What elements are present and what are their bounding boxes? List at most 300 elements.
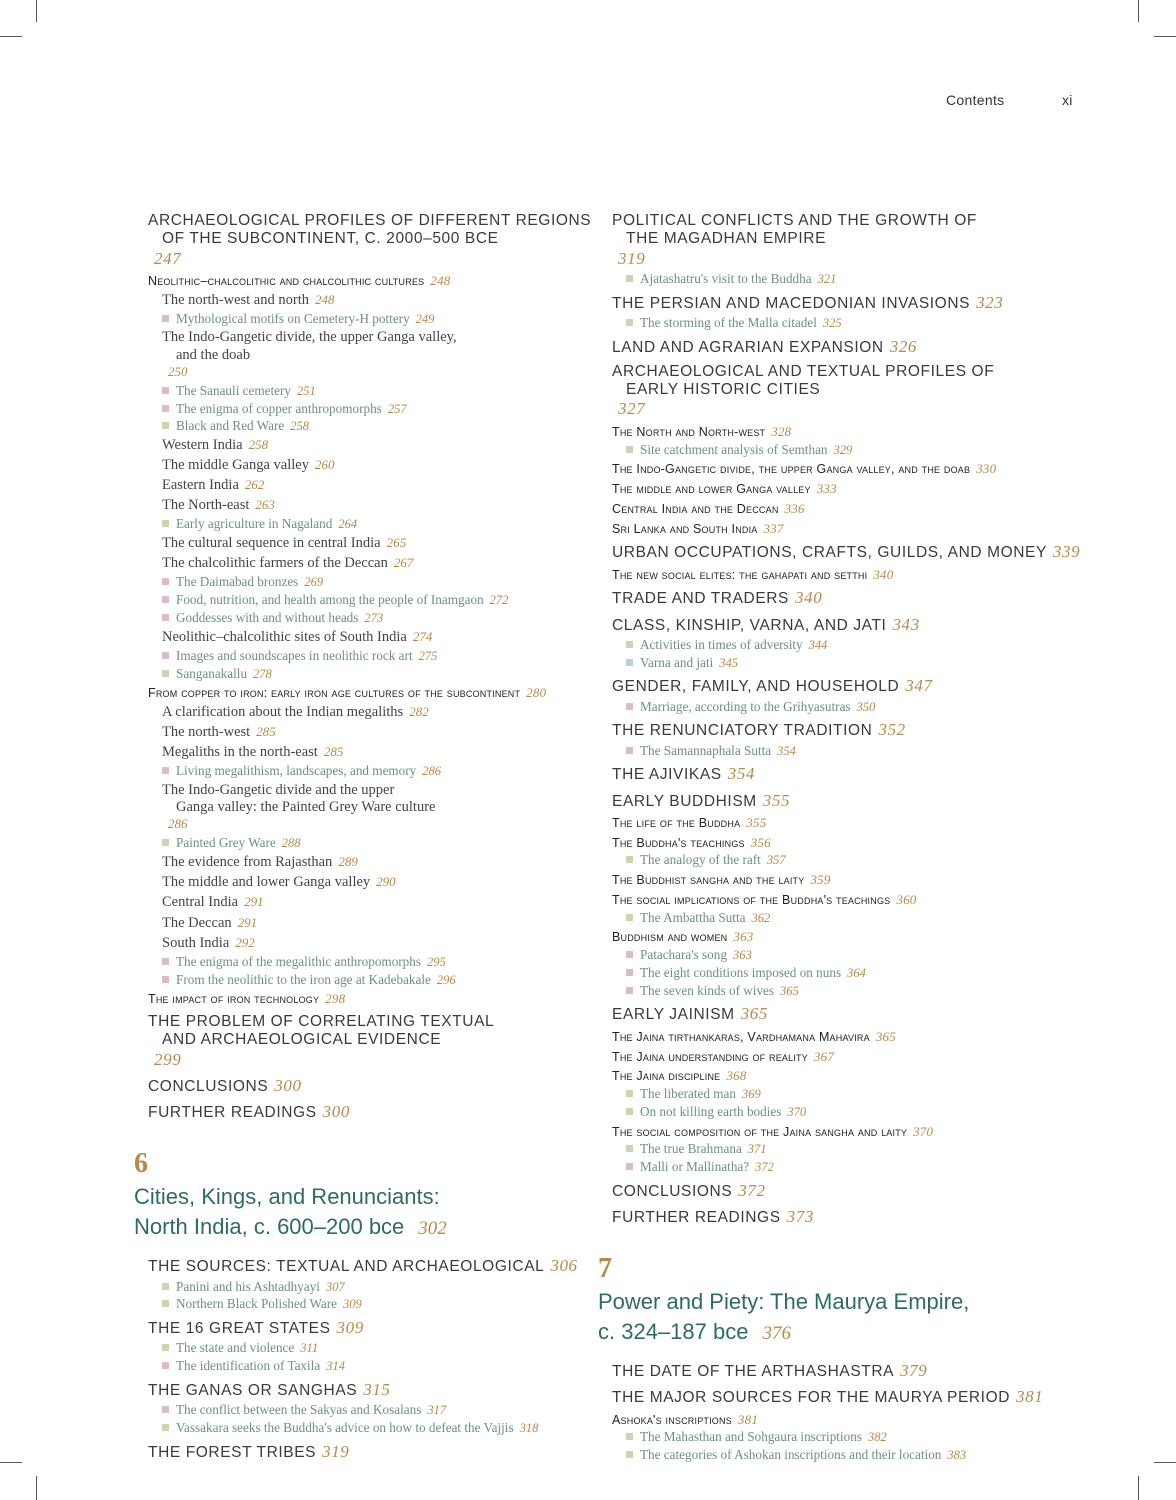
box-square-icon xyxy=(626,747,633,754)
entry-title: The middle and lower Ganga valley xyxy=(162,874,371,891)
toc-subsection[interactable] xyxy=(612,1412,1058,1428)
toc-subsubsection[interactable] xyxy=(162,437,574,454)
entry-title: The storming of the Malla citadel xyxy=(640,314,817,330)
entry-title: The cultural sequence in central India xyxy=(162,535,381,552)
entry-page-number: 285 xyxy=(256,724,276,740)
toc-subsection[interactable] xyxy=(612,835,1058,851)
toc-subsubsection[interactable] xyxy=(162,782,574,833)
toc-subsubsection[interactable] xyxy=(162,724,574,741)
entry-page-number: 306 xyxy=(550,1256,578,1276)
toc-box-entry[interactable] xyxy=(162,1402,574,1418)
entry-page-number: 258 xyxy=(248,437,269,453)
entry-page-number: 357 xyxy=(766,853,786,868)
toc-box-entry[interactable] xyxy=(626,983,1058,999)
box-square-icon xyxy=(626,951,633,958)
entry-page-number: 264 xyxy=(338,517,358,532)
crop-mark xyxy=(36,0,37,22)
entry-page-number: 247 xyxy=(154,248,182,268)
toc-box-entry[interactable] xyxy=(626,315,1058,331)
toc-subsubsection[interactable] xyxy=(162,457,574,474)
toc-subsubsection[interactable] xyxy=(162,292,574,309)
entry-page-number: 381 xyxy=(737,1411,759,1427)
entry-page-number: 363 xyxy=(733,929,754,945)
box-square-icon xyxy=(626,1433,633,1440)
toc-right-column xyxy=(598,212,1081,1463)
box-square-icon xyxy=(626,987,633,994)
entry-page-number: 382 xyxy=(867,1430,887,1445)
entry-page-number: 337 xyxy=(763,520,784,536)
box-square-icon xyxy=(162,1362,169,1369)
entry-title: The Jaina discipline xyxy=(612,1069,721,1084)
crop-mark xyxy=(0,36,22,37)
entry-title: The social implications of the Buddha's teachings xyxy=(612,892,891,907)
entry-title: Black and Red Ware xyxy=(176,418,285,434)
entry-title-continued: THE MAGADHAN EMPIRE xyxy=(626,230,827,248)
toc-subsection[interactable] xyxy=(612,521,1058,537)
toc-box-entry[interactable] xyxy=(626,1104,1058,1120)
toc-section[interactable] xyxy=(148,1442,574,1462)
entry-title: The new social elites: the gahapati and setthi xyxy=(612,567,868,582)
toc-subsection[interactable] xyxy=(612,815,1058,831)
entry-title: The Buddha's teachings xyxy=(612,835,745,850)
entry-title: THE MAJOR SOURCES FOR THE MAURYA PERIOD xyxy=(612,1389,1011,1407)
toc-subsection[interactable] xyxy=(148,991,574,1007)
toc-box-entry[interactable] xyxy=(626,699,1058,715)
toc-subsubsection[interactable] xyxy=(162,329,574,380)
toc-box-entry[interactable] xyxy=(162,835,574,851)
toc-box-entry[interactable] xyxy=(162,311,574,327)
entry-title: Site catchment analysis of Semthan xyxy=(640,441,828,457)
entry-title: The Indo-Gangetic divide, the upper Ganga valley, xyxy=(162,329,457,346)
entry-page-number: 309 xyxy=(342,1297,362,1312)
box-square-icon xyxy=(162,1406,169,1413)
entry-title: THE SOURCES: TEXTUAL AND ARCHAEOLOGICAL xyxy=(148,1258,545,1276)
entry-page-number: 275 xyxy=(418,648,438,663)
toc-subsection[interactable] xyxy=(612,1124,1058,1140)
toc-section[interactable] xyxy=(148,1256,578,1276)
toc-subsubsection[interactable] xyxy=(162,497,574,514)
toc-subsubsection[interactable] xyxy=(162,935,574,952)
toc-subsubsection[interactable] xyxy=(162,915,574,932)
entry-title: On not killing earth bodies xyxy=(640,1103,782,1119)
toc-subsection[interactable] xyxy=(612,424,1058,440)
entry-title: The conflict between the Sakyas and Kosalans xyxy=(176,1402,422,1418)
toc-box-entry[interactable] xyxy=(626,271,1058,287)
chapter-title[interactable] xyxy=(134,1182,574,1242)
toc-subsubsection[interactable] xyxy=(162,874,574,891)
entry-page-number: 360 xyxy=(896,891,917,907)
entry-title: The state and violence xyxy=(176,1340,295,1356)
box-square-icon xyxy=(626,914,633,921)
crop-mark xyxy=(1138,1476,1139,1500)
entry-title: Activities in times of adversity xyxy=(640,636,803,652)
entry-title: THE FOREST TRIBES xyxy=(148,1443,317,1461)
toc-subsubsection[interactable] xyxy=(162,744,574,761)
toc-box-entry[interactable] xyxy=(162,1420,574,1436)
entry-title: Early agriculture in Nagaland xyxy=(176,516,333,532)
toc-section[interactable] xyxy=(612,212,1058,269)
entry-title: The Buddhist sangha and the laity xyxy=(612,873,805,888)
toc-box-entry[interactable] xyxy=(626,655,1058,671)
entry-page-number: 319 xyxy=(322,1441,350,1461)
entry-page-number: 311 xyxy=(300,1341,319,1356)
entry-page-number: 364 xyxy=(847,965,866,980)
entry-title: The seven kinds of wives xyxy=(640,982,775,998)
toc-subsection[interactable] xyxy=(612,567,1058,583)
toc-subsubsection[interactable] xyxy=(162,704,574,721)
toc-box-entry[interactable] xyxy=(626,1141,1058,1157)
toc-box-entry[interactable] xyxy=(626,1159,1058,1175)
entry-page-number: 365 xyxy=(780,983,799,998)
entry-page-number: 317 xyxy=(427,1403,447,1418)
entry-title: THE 16 GREAT STATES xyxy=(148,1320,331,1337)
entry-title: Central India and the Deccan xyxy=(612,501,779,516)
running-head xyxy=(946,92,1073,108)
toc-subsubsection[interactable] xyxy=(162,555,574,572)
toc-box-entry[interactable] xyxy=(162,763,574,779)
toc-section[interactable] xyxy=(612,1181,1058,1201)
box-square-icon xyxy=(162,1300,169,1307)
box-square-icon xyxy=(626,1090,633,1097)
entry-title: Central India xyxy=(162,894,239,911)
entry-page-number: 291 xyxy=(237,914,258,930)
entry-title: Northern Black Polished Ware xyxy=(176,1296,337,1312)
entry-title: The chalcolithic farmers of the Deccan xyxy=(162,555,388,572)
entry-title: CONCLUSIONS xyxy=(612,1182,733,1200)
entry-title: Varna and jati xyxy=(640,654,714,670)
entry-title: Goddesses with and without heads xyxy=(176,609,359,625)
entry-page-number: 355 xyxy=(762,790,791,810)
entry-page-number: 286 xyxy=(168,816,188,832)
entry-title: THE DATE OF THE ARTHASHASTRA xyxy=(612,1363,895,1381)
entry-page-number: 251 xyxy=(296,383,316,398)
toc-section[interactable] xyxy=(612,791,1058,811)
entry-title: FURTHER READINGS xyxy=(148,1104,317,1122)
entry-title: The categories of Ashokan inscriptions and their location xyxy=(640,1447,942,1463)
entry-page-number: 373 xyxy=(786,1207,814,1227)
entry-title: Mythological motifs on Cemetery-H pottery xyxy=(176,310,410,326)
toc-section[interactable] xyxy=(148,1318,574,1338)
entry-page-number: 288 xyxy=(281,836,301,851)
entry-title: A clarification about the Indian megaliths xyxy=(162,704,404,721)
toc-box-entry[interactable] xyxy=(162,610,574,626)
box-square-icon xyxy=(162,1424,169,1431)
entry-page-number: 321 xyxy=(817,271,837,286)
box-square-icon xyxy=(162,670,169,677)
entry-page-number: 323 xyxy=(976,292,1004,312)
entry-page-number: 300 xyxy=(322,1102,350,1122)
entry-title: LAND AND AGRARIAN EXPANSION xyxy=(612,338,884,356)
entry-page-number: 248 xyxy=(314,291,335,307)
entry-title: The analogy of the raft xyxy=(640,852,761,868)
entry-page-number: 340 xyxy=(873,566,894,582)
entry-page-number: 290 xyxy=(376,874,396,890)
entry-title: Painted Grey Ware xyxy=(176,835,276,851)
entry-title: The eight conditions imposed on nuns xyxy=(640,964,842,980)
toc-section[interactable] xyxy=(612,1207,1058,1227)
entry-page-number: 262 xyxy=(244,477,265,493)
entry-page-number: 272 xyxy=(489,593,509,608)
entry-page-number: 265 xyxy=(386,535,407,551)
entry-title: Sri Lanka and South India xyxy=(612,521,758,536)
entry-page-number: 292 xyxy=(235,934,255,950)
entry-title: ARCHAEOLOGICAL PROFILES OF DIFFERENT REGIONS xyxy=(148,212,592,229)
toc-section[interactable] xyxy=(612,676,1058,696)
entry-title: CLASS, KINSHIP, VARNA, AND JATI xyxy=(612,616,887,634)
entry-page-number: 355 xyxy=(746,814,767,830)
entry-title: TRADE AND TRADERS xyxy=(612,590,789,608)
entry-page-number: 352 xyxy=(878,720,906,740)
toc-box-entry[interactable] xyxy=(626,947,1058,963)
entry-title: The Indo-Gangetic divide, the upper Ganga valley, and the doab xyxy=(612,462,971,477)
entry-page-number: 314 xyxy=(326,1359,345,1374)
toc-box-entry[interactable] xyxy=(626,637,1058,653)
box-square-icon xyxy=(626,856,633,863)
entry-page-number: 260 xyxy=(314,457,335,473)
entry-page-number: 327 xyxy=(618,399,646,419)
toc-box-entry[interactable] xyxy=(162,1296,574,1312)
toc-subsection[interactable] xyxy=(612,1068,1058,1084)
entry-page-number: 367 xyxy=(813,1048,835,1064)
toc-box-entry[interactable] xyxy=(162,574,574,590)
toc-box-entry[interactable] xyxy=(626,852,1058,868)
box-square-icon xyxy=(626,319,633,326)
toc-section[interactable] xyxy=(612,615,1058,635)
entry-page-number: 273 xyxy=(364,610,384,625)
toc-section[interactable] xyxy=(612,293,1058,313)
box-square-icon xyxy=(626,641,633,648)
entry-title: THE PERSIAN AND MACEDONIAN INVASIONS xyxy=(612,294,971,312)
box-square-icon xyxy=(162,1283,169,1290)
box-square-icon xyxy=(162,767,169,774)
entry-title: The Sanauli cemetery xyxy=(176,382,291,398)
toc-subsection[interactable] xyxy=(148,685,574,701)
crop-mark xyxy=(0,1462,22,1463)
toc-box-entry[interactable] xyxy=(626,442,1058,458)
entry-title: The Daimabad bronzes xyxy=(176,574,299,590)
toc-box-entry[interactable] xyxy=(162,1279,574,1295)
entry-page-number: 343 xyxy=(892,614,920,634)
entry-page-number: 249 xyxy=(415,311,435,326)
toc-box-entry[interactable] xyxy=(162,666,574,682)
toc-box-entry[interactable] xyxy=(626,1086,1058,1102)
entry-page-number: 328 xyxy=(771,423,792,439)
entry-title: EARLY BUDDHISM xyxy=(612,792,757,810)
toc-subsection[interactable] xyxy=(612,501,1058,517)
toc-box-entry[interactable] xyxy=(162,401,574,417)
toc-subsection[interactable] xyxy=(612,461,1058,477)
entry-page-number: 362 xyxy=(751,910,771,925)
page-number: xi xyxy=(1062,92,1073,108)
entry-page-number: 263 xyxy=(255,497,275,513)
entry-page-number: 285 xyxy=(323,744,344,760)
entry-page-number: 282 xyxy=(409,704,429,720)
toc-subsubsection[interactable] xyxy=(162,477,574,494)
entry-page-number: 383 xyxy=(947,1448,967,1463)
toc-box-entry[interactable] xyxy=(626,743,1058,759)
entry-title: The impact of iron technology xyxy=(148,992,320,1007)
toc-box-entry[interactable] xyxy=(162,972,574,988)
entry-page-number: 372 xyxy=(738,1180,766,1200)
entry-page-number: 280 xyxy=(526,685,547,701)
toc-subsection[interactable] xyxy=(612,929,1058,945)
chapter-title[interactable] xyxy=(598,1287,1058,1347)
entry-title: The north-west and north xyxy=(162,291,309,308)
entry-page-number: 359 xyxy=(810,872,831,888)
entry-page-number: 368 xyxy=(726,1068,747,1084)
toc-box-entry[interactable] xyxy=(162,383,574,399)
toc-section[interactable] xyxy=(148,1013,574,1070)
entry-title: Ajatashatru's visit to the Buddha xyxy=(640,270,812,286)
entry-title: THE PROBLEM OF CORRELATING TEXTUAL xyxy=(148,1013,495,1030)
entry-page-number: 370 xyxy=(913,1123,934,1139)
entry-title: FURTHER READINGS xyxy=(612,1209,781,1227)
toc-section[interactable] xyxy=(612,363,1058,420)
entry-page-number: 354 xyxy=(777,743,796,758)
box-square-icon xyxy=(626,275,633,282)
box-square-icon xyxy=(626,659,633,666)
entry-title-continued: and the doab xyxy=(176,346,251,363)
entry-page-number: 330 xyxy=(976,461,997,477)
entry-title: Ashoka's inscriptions xyxy=(612,1412,732,1427)
entry-title: Malli or Mallinatha? xyxy=(640,1159,750,1174)
toc-section[interactable] xyxy=(612,542,1081,562)
entry-title: Western India xyxy=(162,437,243,454)
toc-section[interactable] xyxy=(612,588,1058,608)
toc-subsection[interactable] xyxy=(612,1049,1058,1065)
toc-subsection[interactable] xyxy=(612,1029,1058,1045)
entry-title: The Jaina understanding of reality xyxy=(612,1049,808,1064)
entry-page-number: 299 xyxy=(154,1049,182,1069)
toc-section[interactable] xyxy=(612,1387,1058,1407)
entry-title: THE AJIVIKAS xyxy=(612,766,722,784)
toc-box-entry[interactable] xyxy=(626,1429,1058,1445)
toc-subsection[interactable] xyxy=(612,892,1058,908)
chapter-page-number: 376 xyxy=(762,1323,791,1345)
toc-section[interactable] xyxy=(612,720,1058,740)
chapter-title-line: c. 324–187 bce xyxy=(598,1319,749,1345)
entry-page-number: 267 xyxy=(393,555,414,571)
box-square-icon xyxy=(162,578,169,585)
box-square-icon xyxy=(626,446,633,453)
toc-box-entry[interactable] xyxy=(626,1447,1058,1463)
toc-box-entry[interactable] xyxy=(162,1358,574,1374)
crop-mark xyxy=(1154,36,1176,37)
crop-mark xyxy=(1138,0,1139,22)
toc-box-entry[interactable] xyxy=(162,418,574,434)
chapter-number: 6 xyxy=(134,1148,148,1180)
entry-title: The life of the Buddha xyxy=(612,815,741,830)
toc-section[interactable] xyxy=(148,1380,574,1400)
toc-subsection[interactable] xyxy=(612,481,1058,497)
toc-subsubsection[interactable] xyxy=(162,535,574,552)
box-square-icon xyxy=(626,969,633,976)
entry-page-number: 344 xyxy=(808,637,828,652)
toc-box-entry[interactable] xyxy=(626,965,1058,981)
toc-subsubsection[interactable] xyxy=(162,629,574,646)
entry-title: From the neolithic to the iron age at Kadebakale xyxy=(176,971,431,987)
toc-box-entry[interactable] xyxy=(162,954,574,970)
entry-page-number: 274 xyxy=(412,628,433,644)
entry-title: The Jaina tirthankaras, Vardhamana Mahavira xyxy=(612,1029,870,1044)
entry-page-number: 372 xyxy=(755,1160,774,1174)
box-square-icon xyxy=(626,1163,633,1170)
entry-title: GENDER, FAMILY, AND HOUSEHOLD xyxy=(612,678,900,696)
entry-page-number: 269 xyxy=(304,575,324,590)
entry-page-number: 370 xyxy=(787,1104,807,1119)
entry-page-number: 329 xyxy=(833,442,853,457)
entry-page-number: 318 xyxy=(519,1420,539,1435)
toc-section[interactable] xyxy=(612,1004,1058,1024)
toc-section[interactable] xyxy=(612,764,1058,784)
box-square-icon xyxy=(626,1108,633,1115)
toc-box-entry[interactable] xyxy=(162,592,574,608)
entry-page-number: 300 xyxy=(274,1075,302,1095)
box-square-icon xyxy=(162,387,169,394)
toc-box-entry[interactable] xyxy=(626,910,1058,926)
box-square-icon xyxy=(162,958,169,965)
entry-title: The North and North-west xyxy=(612,424,766,439)
box-square-icon xyxy=(162,614,169,621)
chapter-heading[interactable] xyxy=(598,1255,1058,1347)
chapter-title-line: North India, c. 600–200 bce xyxy=(134,1214,405,1240)
entry-page-number: 365 xyxy=(740,1004,768,1024)
entry-title: Neolithic–chalcolithic and chalcolithic cultures xyxy=(148,273,425,288)
toc-box-entry[interactable] xyxy=(162,516,574,532)
entry-title: The middle Ganga valley xyxy=(162,457,309,474)
chapter-title-line: Cities, Kings, and Renunciants: xyxy=(134,1184,440,1210)
toc-subsubsection[interactable] xyxy=(162,894,574,911)
toc-box-entry[interactable] xyxy=(162,648,574,664)
entry-page-number: 326 xyxy=(889,336,918,356)
toc-box-entry[interactable] xyxy=(162,1340,574,1356)
entry-page-number: 345 xyxy=(719,655,738,670)
entry-page-number: 257 xyxy=(387,401,407,416)
entry-title: The liberated man xyxy=(640,1086,736,1101)
box-square-icon xyxy=(162,422,169,429)
toc-section[interactable] xyxy=(148,1102,574,1122)
entry-title: The Ambattha Sutta xyxy=(640,909,746,925)
entry-page-number: 258 xyxy=(290,419,309,434)
chapter-heading[interactable] xyxy=(134,1150,574,1242)
entry-title: POLITICAL CONFLICTS AND THE GROWTH OF xyxy=(612,212,977,229)
entry-title: The enigma of the megalithic anthropomorphs xyxy=(176,953,421,969)
entry-page-number: 291 xyxy=(244,894,264,910)
box-square-icon xyxy=(162,520,169,527)
entry-title-continued: EARLY HISTORIC CITIES xyxy=(626,381,821,399)
entry-title: The identification of Taxila xyxy=(176,1358,321,1374)
toc-subsection[interactable] xyxy=(612,872,1058,888)
entry-title: The Samannaphala Sutta xyxy=(640,742,772,758)
entry-page-number: 340 xyxy=(795,588,823,608)
entry-title: Eastern India xyxy=(162,477,239,494)
entry-title-continued: AND ARCHAEOLOGICAL EVIDENCE xyxy=(162,1031,442,1049)
toc-section[interactable] xyxy=(612,337,1058,357)
toc-section[interactable] xyxy=(148,212,592,269)
entry-page-number: 319 xyxy=(618,248,646,268)
entry-page-number: 354 xyxy=(727,764,756,784)
entry-title: The Indo-Gangetic divide and the upper xyxy=(162,782,395,799)
entry-page-number: 296 xyxy=(436,972,456,987)
toc-section[interactable] xyxy=(148,1076,574,1096)
entry-title: CONCLUSIONS xyxy=(148,1077,269,1095)
entry-page-number: 379 xyxy=(900,1361,928,1381)
toc-subsection[interactable] xyxy=(148,273,574,289)
toc-section[interactable] xyxy=(612,1361,1058,1381)
toc-subsubsection[interactable] xyxy=(162,854,574,871)
chapter-page-number: 302 xyxy=(418,1218,447,1240)
box-square-icon xyxy=(162,315,169,322)
